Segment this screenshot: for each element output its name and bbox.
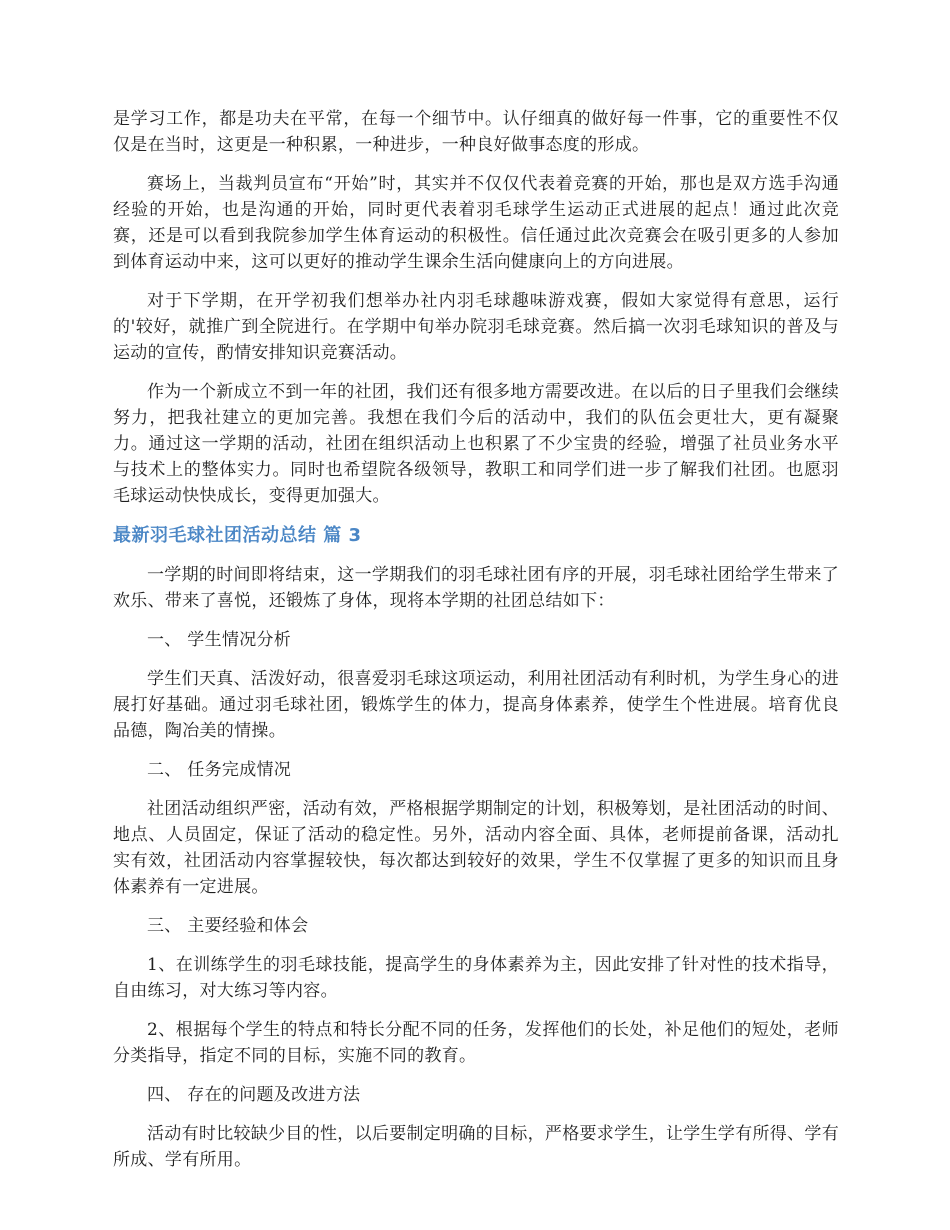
paragraph: 作为一个新成立不到一年的社团，我们还有很多地方需要改进。在以后的日子里我们会继续努力，把我社建立的更加完善。我想在我们今后的活动中，我们的队伍会更壮大，更有凝聚力。通过这一学期的活动，社团在组织活动上也积累了不少宝贵的经验，增强了社员业务水平与技术上的整体实力。同时也希望院各级领导，教职工和同学们进一步了解我们社团。也愿羽毛球运动快快成长，变得更加强大。 — [113, 382, 839, 506]
subheading: 一、 学生情况分析 — [147, 630, 292, 650]
section-heading: 最新羽毛球社团活动总结 篇 3 — [113, 525, 362, 546]
subheading: 二、 任务完成情况 — [147, 760, 292, 780]
subheading: 四、 存在的问题及改进方法 — [147, 1085, 361, 1105]
paragraph: 对于下学期，在开学初我们想举办社内羽毛球趣味游戏赛，假如大家觉得有意思，运行的'较好，就推广到全院进行。在学期中旬举办院羽毛球竞赛。然后搞一次羽毛球知识的普及与运动的宣传，酌情安排知识竞赛活动。 — [113, 291, 839, 363]
paragraph: 是学习工作，都是功夫在平常，在每一个细节中。认仔细真的做好每一件事，它的重要性不仅仅是在当时，这更是一种积累，一种进步，一种良好做事态度的形成。 — [113, 109, 839, 155]
subheading: 三、 主要经验和体会 — [147, 916, 309, 936]
paragraph: 学生们天真、活泼好动，很喜爱羽毛球这项运动，利用社团活动有利时机，为学生身心的进展打好基础。通过羽毛球社团，锻炼学生的体力，提高身体素养，使学生个性进展。培育优良品德，陶冶美的情操。 — [113, 669, 839, 741]
paragraph: 1、在训练学生的羽毛球技能，提高学生的身体素养为主，因此安排了针对性的技术指导，自由练习，对大练习等内容。 — [113, 955, 839, 1001]
paragraph: 2、根据每个学生的特点和特长分配不同的任务，发挥他们的长处，补足他们的短处，老师分类指导，指定不同的目标，实施不同的教育。 — [113, 1020, 839, 1066]
paragraph: 赛场上，当裁判员宣布“开始”时，其实并不仅仅代表着竞赛的开始，那也是双方选手沟通经验的开始，也是沟通的开始，同时更代表着羽毛球学生运动正式进展的起点！通过此次竞赛，还是可以看到我院参加学生体育运动的积极性。信任通过此次竞赛会在吸引更多的人参加到体育运动中来，这可以更好的推动学生课余生活向健康向上的方向进展。 — [113, 174, 839, 272]
document-page — [113, 106, 839, 1186]
paragraph: 活动有时比较缺少目的性，以后要制定明确的目标，严格要求学生，让学生学有所得、学有所成、学有所用。 — [113, 1124, 839, 1170]
paragraph: 一学期的时间即将结束，这一学期我们的羽毛球社团有序的开展，羽毛球社团给学生带来了欢乐、带来了喜悦，还锻炼了身体，现将本学期的社团总结如下： — [113, 565, 839, 611]
paragraph: 社团活动组织严密，活动有效，严格根据学期制定的计划，积极筹划，是社团活动的时间、地点、人员固定，保证了活动的稳定性。另外，活动内容全面、具体，老师提前备课，活动扎实有效，社团活动内容掌握较快，每次都达到较好的效果，学生不仅掌握了更多的知识而且身体素养有一定进展。 — [113, 799, 839, 897]
